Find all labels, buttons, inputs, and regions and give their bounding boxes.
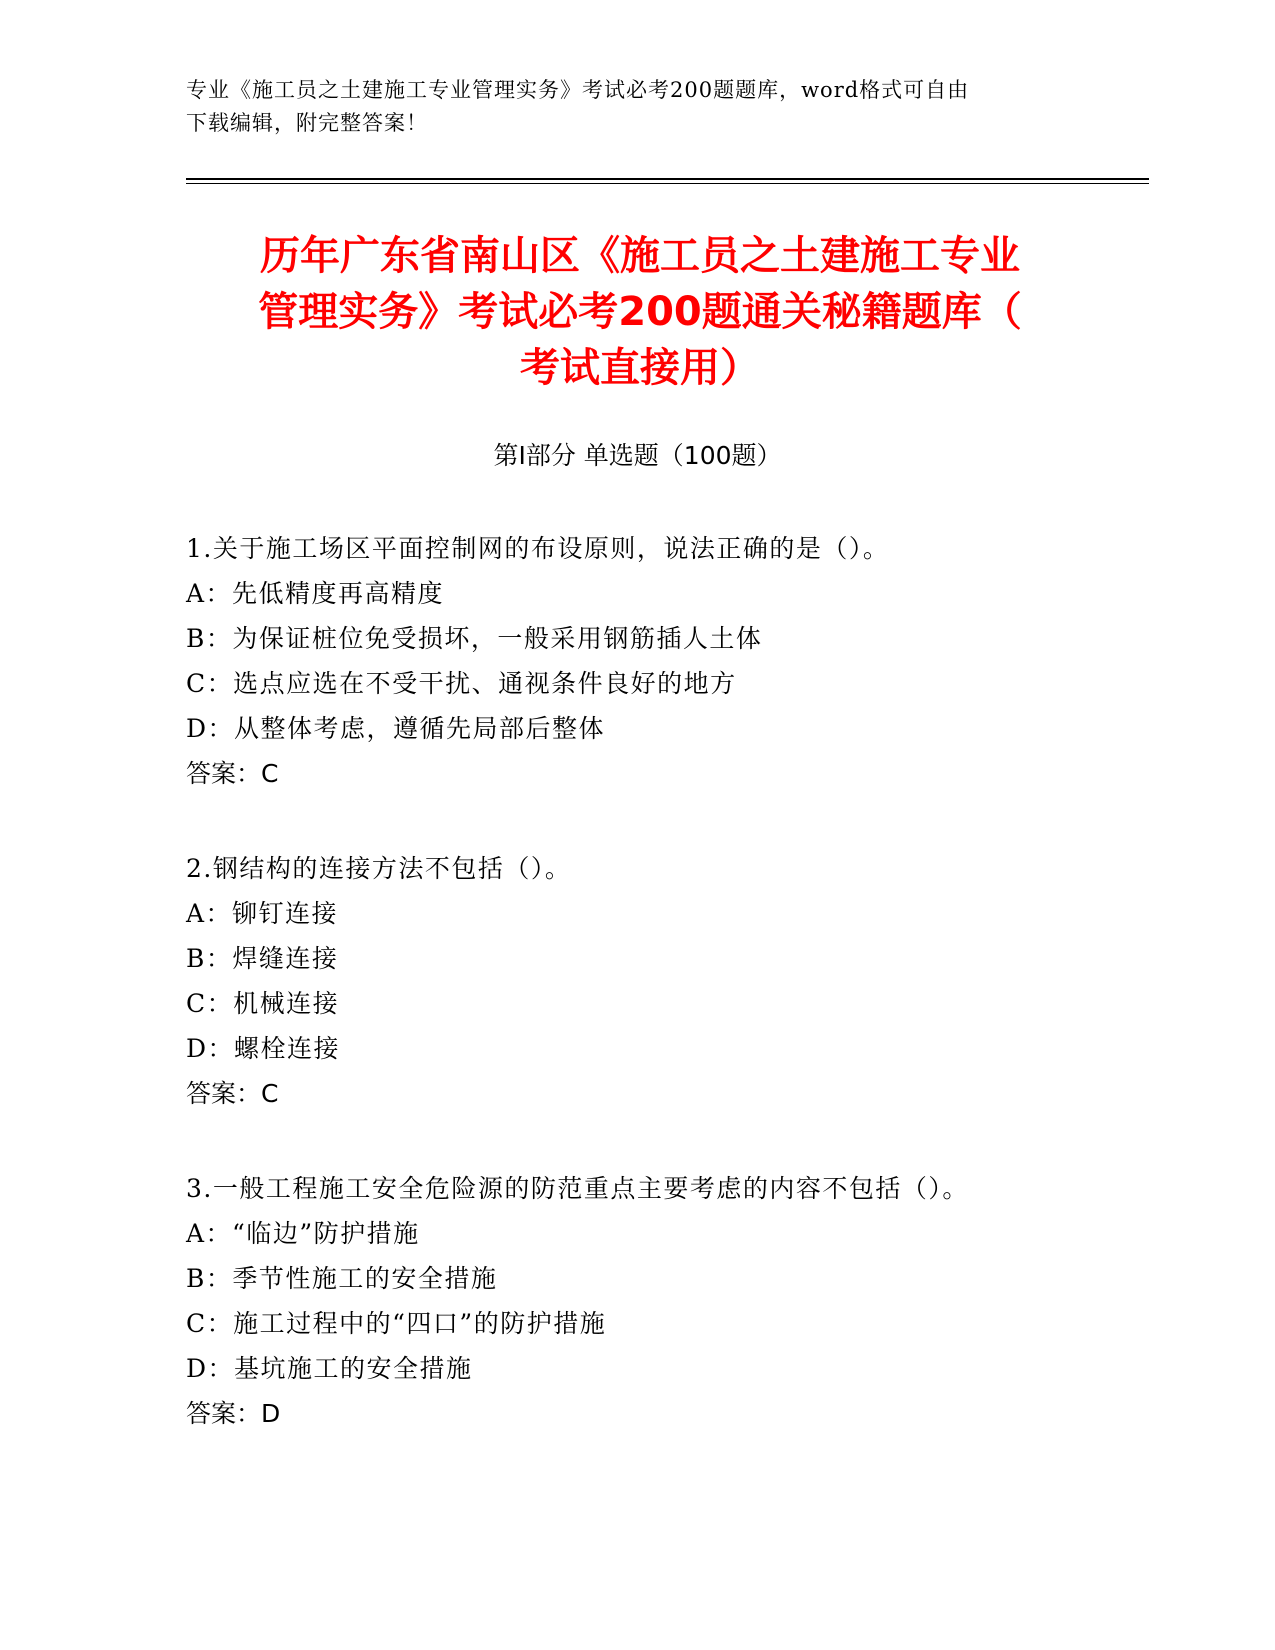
document-title-line1: 历年广东省南山区《施工员之土建施工专业 <box>260 233 1020 279</box>
answer-line: 答案：D <box>186 1399 281 1428</box>
option-d: D：螺栓连接 <box>186 1034 341 1063</box>
header-divider-thin <box>186 183 1149 184</box>
option-d: D：基坑施工的安全措施 <box>186 1354 473 1383</box>
option-a: A：先低精度再高精度 <box>186 579 445 608</box>
question-item-2 <box>186 846 1136 1116</box>
question-stem: 1.关于施工场区平面控制网的布设原则，说法正确的是（）。 <box>186 534 890 563</box>
question-item-3 <box>186 1166 1136 1436</box>
option-b: B：季节性施工的安全措施 <box>186 1264 498 1293</box>
option-a: A：“临边”防护措施 <box>186 1219 420 1248</box>
document-title-line3: 考试直接用） <box>520 345 760 391</box>
option-d: D：从整体考虑，遵循先局部后整体 <box>186 714 606 743</box>
section-heading: 第Ⅰ部分 单选题（100题） <box>493 441 782 470</box>
option-a: A：铆钉连接 <box>186 899 339 928</box>
option-b: B：焊缝连接 <box>186 944 339 973</box>
header-note <box>186 74 1086 140</box>
document-title <box>190 228 1090 396</box>
header-note-line1: 专业《施工员之土建施工专业管理实务》考试必考200题题库，word格式可自由 <box>186 78 970 102</box>
answer-line: 答案：C <box>186 1079 279 1108</box>
header-divider-thick <box>186 178 1149 180</box>
question-item-1 <box>186 526 1136 796</box>
header-note-line2: 下载编辑，附完整答案！ <box>186 111 428 135</box>
answer-line: 答案：C <box>186 759 279 788</box>
option-c: C：施工过程中的“四口”的防护措施 <box>186 1309 607 1338</box>
option-c: C：选点应选在不受干扰、通视条件良好的地方 <box>186 669 737 698</box>
option-b: B：为保证桩位免受损坏，一般采用钢筋插人土体 <box>186 624 763 653</box>
question-stem: 3.一般工程施工安全危险源的防范重点主要考虑的内容不包括（）。 <box>186 1174 969 1203</box>
option-c: C：机械连接 <box>186 989 340 1018</box>
question-list <box>186 526 1136 1486</box>
document-title-line2: 管理实务》考试必考200题通关秘籍题库（ <box>258 289 1022 335</box>
question-stem: 2.钢结构的连接方法不包括（）。 <box>186 854 572 883</box>
